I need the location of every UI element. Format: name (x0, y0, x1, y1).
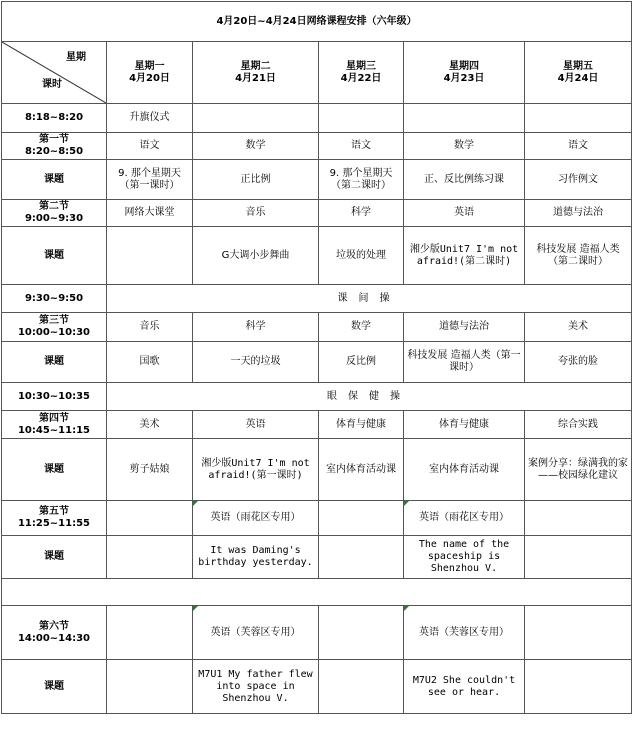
cell-tue: 湘少版Unit7 I'm not afraid!(第一课时) (193, 439, 319, 501)
day-date: 4月24日 (557, 72, 599, 84)
cell-wed: 室内体育活动课 (319, 439, 404, 501)
day-header-fri (525, 42, 632, 104)
cell-fri: 综合实践 (525, 411, 632, 439)
day-date: 4月22日 (340, 72, 382, 84)
day-header-wed (319, 42, 404, 104)
cell-mon: 升旗仪式 (107, 104, 193, 133)
cell-thu: 道德与法治 (404, 313, 525, 342)
topic-label: 课题 (2, 227, 107, 285)
cell-mon: 国歌 (107, 342, 193, 383)
period-name: 第六节 (39, 620, 69, 632)
cell-tue: 英语 (193, 411, 319, 439)
cell-fri (525, 606, 632, 660)
period-label (2, 501, 107, 536)
day-name: 星期二 (240, 60, 271, 72)
period-label (2, 606, 107, 660)
period-name: 第三节 (39, 315, 69, 326)
cell-thu: 正、反比例练习课 (404, 160, 525, 200)
corner-day-label: 星期 (66, 52, 86, 63)
cell-thu: 体育与健康 (404, 411, 525, 439)
schedule-table (1, 1, 632, 714)
cell-tue: 音乐 (193, 200, 319, 227)
cell-wed: 数学 (319, 313, 404, 342)
cell-thu: 科技发展 造福人类（第一课时） (404, 342, 525, 383)
day-name: 星期五 (563, 60, 593, 72)
cell-fri (525, 501, 632, 536)
period-label (2, 200, 107, 227)
corner-header (2, 42, 107, 104)
cell-fri (525, 536, 632, 579)
cell-fri: 夸张的脸 (525, 342, 632, 383)
cell-mon (107, 501, 193, 536)
cell-wed: 反比例 (319, 342, 404, 383)
cell-wed: 语文 (319, 133, 404, 160)
cell-tue: 科学 (193, 313, 319, 342)
time-label: 8:18~8:20 (2, 104, 107, 133)
cell-fri: 习作例文 (525, 160, 632, 200)
period-label (2, 411, 107, 439)
diagonal-line (2, 42, 106, 103)
cell-mon (107, 606, 193, 660)
day-name: 星期一 (134, 60, 165, 72)
cell-fri: 道德与法治 (525, 200, 632, 227)
day-header-thu (404, 42, 525, 104)
cell-mon (107, 227, 193, 285)
break-text: 课间操 (337, 292, 401, 304)
corner-period-label: 课时 (42, 79, 62, 90)
cell-fri (525, 104, 632, 133)
break-text: 眼保健操 (327, 390, 411, 402)
period-name: 第一节 (39, 134, 69, 145)
cell-wed (319, 536, 404, 579)
cell-thu: The name of the spaceship is Shenzhou V. (404, 536, 525, 579)
day-header-mon (107, 42, 193, 104)
time-label: 10:30~10:35 (2, 383, 107, 411)
cell-tue: 数学 (193, 133, 319, 160)
cell-wed (319, 660, 404, 714)
day-header-tue (193, 42, 319, 104)
cell-tue (193, 104, 319, 133)
day-date: 4月21日 (235, 72, 276, 84)
cell-mon: 剪子姑娘 (107, 439, 193, 501)
topic-label: 课题 (2, 536, 107, 579)
cell-fri: 美术 (525, 313, 632, 342)
cell-fri (525, 660, 632, 714)
period-time: 14:00~14:30 (17, 632, 91, 644)
cell-fri: 科技发展 造福人类（第二课时） (525, 227, 632, 285)
period-name: 第四节 (39, 412, 69, 424)
cell-thu: 英语（雨花区专用） (404, 501, 525, 536)
period-time: 8:20~8:50 (24, 146, 84, 157)
cell-wed: 体育与健康 (319, 411, 404, 439)
cell-thu: 室内体育活动课 (404, 439, 525, 501)
cell-mon (107, 660, 193, 714)
break-cell (107, 285, 632, 313)
cell-tue: 英语（芙蓉区专用） (193, 606, 319, 660)
cell-tue: M7U1 My father flew into space in Shenzhou V. (193, 660, 319, 714)
cell-thu: 湘少版Unit7 I'm not afraid!(第二课时) (404, 227, 525, 285)
cell-wed (319, 606, 404, 660)
cell-fri: 案例分享：绿满我的家——校园绿化建议 (525, 439, 632, 501)
cell-wed (319, 501, 404, 536)
cell-thu (404, 104, 525, 133)
cell-mon: 音乐 (107, 313, 193, 342)
day-date: 4月23日 (443, 72, 485, 84)
period-name: 第五节 (39, 506, 69, 517)
cell-fri: 语文 (525, 133, 632, 160)
cell-wed: 科学 (319, 200, 404, 227)
cell-tue: 英语（雨花区专用） (193, 501, 319, 536)
cell-wed: 9. 那个星期天（第二课时） (319, 160, 404, 200)
cell-tue: 一天的垃圾 (193, 342, 319, 383)
cell-mon: 美术 (107, 411, 193, 439)
time-label: 9:30~9:50 (2, 285, 107, 313)
cell-mon (107, 536, 193, 579)
cell-mon: 9. 那个星期天（第一课时） (107, 160, 193, 200)
day-date: 4月20日 (129, 72, 170, 84)
period-label (2, 133, 107, 160)
cell-tue: 正比例 (193, 160, 319, 200)
period-time: 9:00~9:30 (24, 213, 84, 224)
topic-label: 课题 (2, 660, 107, 714)
cell-mon: 语文 (107, 133, 193, 160)
period-time: 10:45~11:15 (17, 424, 91, 436)
cell-wed (319, 104, 404, 133)
cell-tue: G大调小步舞曲 (193, 227, 319, 285)
cell-wed: 垃圾的处理 (319, 227, 404, 285)
afternoon-separator (2, 579, 632, 606)
period-time: 10:00~10:30 (17, 327, 91, 338)
period-time: 11:25~11:55 (17, 518, 91, 529)
period-name: 第二节 (39, 201, 69, 212)
break-cell (107, 383, 632, 411)
topic-label: 课题 (2, 439, 107, 501)
topic-label: 课题 (2, 342, 107, 383)
cell-thu: 数学 (404, 133, 525, 160)
cell-mon: 网络大课堂 (107, 200, 193, 227)
cell-tue: It was Daming's birthday yesterday. (193, 536, 319, 579)
day-name: 星期四 (449, 60, 479, 72)
cell-thu: 英语 (404, 200, 525, 227)
topic-label: 课题 (2, 160, 107, 200)
cell-thu: 英语（芙蓉区专用） (404, 606, 525, 660)
page-title: 4月20日~4月24日网络课程安排（六年级） (2, 2, 632, 42)
period-label (2, 313, 107, 342)
cell-thu: M7U2 She couldn't see or hear. (404, 660, 525, 714)
day-name: 星期三 (346, 60, 376, 72)
